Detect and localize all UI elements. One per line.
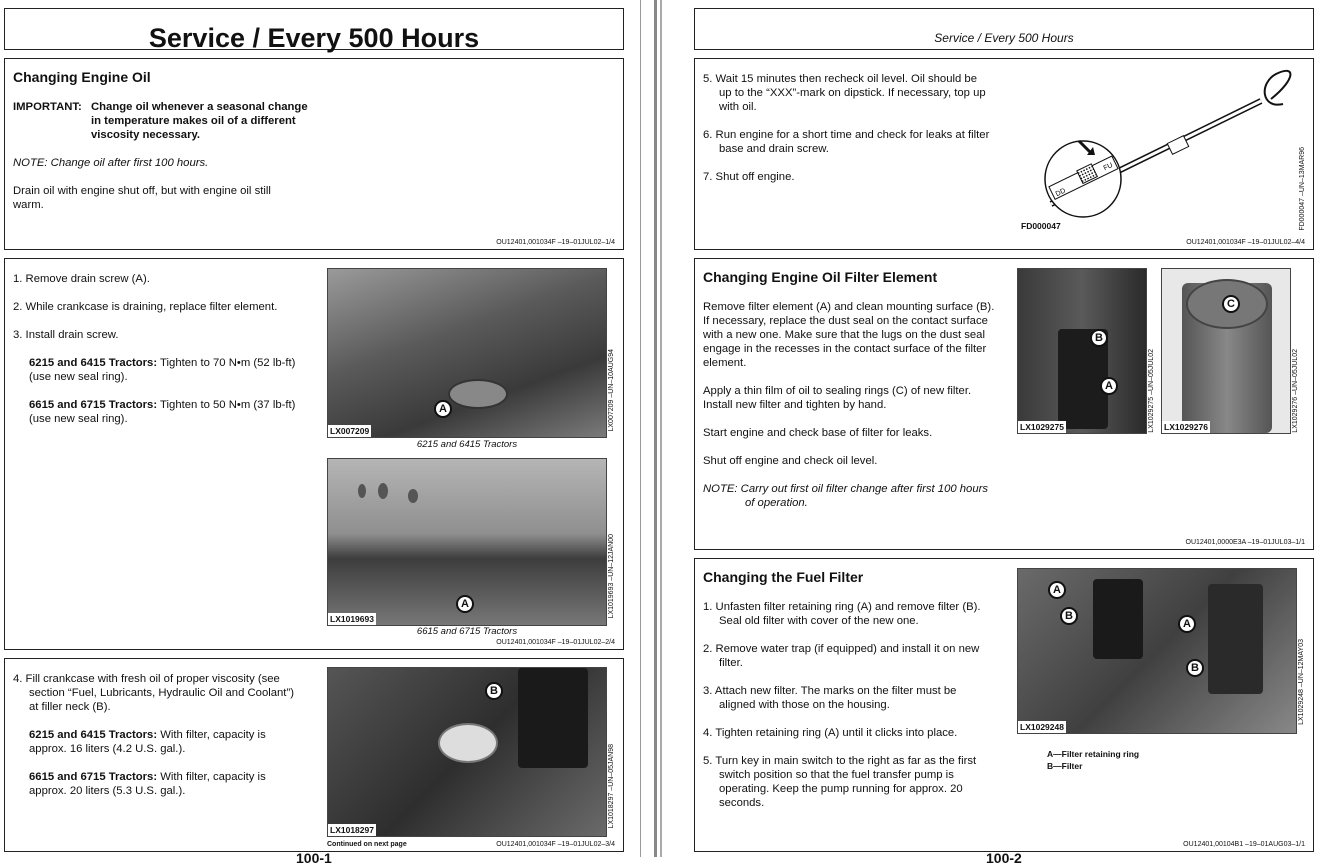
reference-code: OU12401,0000E3A –19–01JUL03–1/1 [1185, 539, 1305, 546]
drain-plug-shape [448, 379, 508, 409]
step-6-line2: base and drain screw. [719, 143, 829, 155]
section-heading: Changing the Fuel Filter [703, 569, 864, 585]
step-2-line1: 2. Remove water trap (if equipped) and install it on new [703, 643, 980, 655]
bolt-shape [408, 489, 418, 503]
photo-side-label: LX1019693 –UN–12JAN00 [608, 534, 615, 619]
capacity-1-rest: With filter, capacity is [157, 729, 266, 741]
recheck-oil-section [694, 58, 1314, 250]
fill-crankcase-section [4, 658, 624, 852]
photo-label: LX1029275 [1020, 422, 1064, 432]
capacity-2-line2: approx. 20 liters (5.3 U.S. gal.). [29, 785, 186, 797]
step-5-line3: operating. Keep the pump running for approx. 20 [719, 783, 963, 795]
drain-line-2: warm. [13, 199, 44, 211]
gutter-line [640, 0, 641, 857]
step-2-line2: filter. [719, 657, 743, 669]
page-header: Service / Every 500 Hours [934, 31, 1074, 45]
torque-spec-2-line2: (use new seal ring). [29, 413, 128, 425]
photo-side-label: LX1018297 –UN–05JAN98 [608, 744, 615, 829]
torque-spec-2 [29, 398, 295, 412]
note-line2: of operation. [745, 497, 808, 509]
step-2: 2. While crankcase is draining, replace filter element. [13, 301, 278, 313]
page-number: 100-1 [296, 850, 332, 866]
drain-line-1: Drain oil with engine shut off, but with engine oil still [13, 185, 271, 197]
page-title-box [4, 8, 624, 53]
para-1-line3: with a new one. Make sure that the lugs on the dust seal [703, 329, 985, 341]
step-3-line1: 3. Attach new filter. The marks on the filter must be [703, 685, 957, 697]
drain-screw-section [4, 258, 624, 650]
important-line-1: Change oil whenever a seasonal change [91, 101, 308, 113]
capacity-1-line2: approx. 16 liters (4.2 U.S. gal.). [29, 743, 186, 755]
step-5-line1: 5. Turn key in main switch to the right as far as the first [703, 755, 977, 767]
changing-engine-oil-section [4, 58, 624, 250]
para-1-line1: Remove filter element (A) and clean mounting surface (B). [703, 301, 995, 313]
note-line1: NOTE: Carry out first oil filter change after first 100 hours [703, 483, 989, 495]
step-5-line2: up to the “XXX”-mark on dipstick. If necessary, top up [719, 87, 986, 99]
photo-label: LX007209 [330, 426, 370, 436]
reference-code: OU12401,00104B1 –19–01AUG03–1/1 [1183, 841, 1305, 848]
torque-spec-1-lead: 6215 and 6415 Tractors: [29, 357, 158, 369]
continued-note: Continued on next page [327, 841, 407, 848]
callout-a: A [1178, 615, 1196, 633]
torque-spec-1-rest: Tighten to 70 N•m (52 lb-ft) [157, 357, 296, 369]
legend-b: B—Filter [1047, 761, 1083, 771]
fuel-filter-shape [1208, 584, 1263, 694]
oil-filter-photo-installed [1017, 268, 1147, 434]
callout-b: B [1060, 607, 1078, 625]
photo-label: LX1029248 [1020, 722, 1064, 732]
step-4: 4. Tighten retaining ring (A) until it clicks into place. [703, 727, 958, 739]
page-title: Service / Every 500 Hours [148, 23, 480, 53]
photo-side-label: LX1029276 –UN–05JUL02 [1292, 349, 1299, 433]
svg-text:FU: FU [1102, 161, 1114, 173]
capacity-1 [29, 728, 266, 742]
important-label: IMPORTANT: [13, 101, 82, 113]
capacity-1-lead: 6215 and 6415 Tractors: [29, 729, 158, 741]
filler-neck-photo [327, 667, 607, 837]
step-4-line3: at filler neck (B). [29, 701, 111, 713]
step-3-line2: aligned with those on the housing. [719, 699, 890, 711]
para-2-line2: Install new filter and tighten by hand. [703, 399, 887, 411]
drain-screw-photo-6615 [327, 458, 607, 626]
step-4-line1: 4. Fill crankcase with fresh oil of proper viscosity (see [13, 673, 280, 685]
capacity-2 [29, 770, 266, 784]
right-page [690, 0, 1320, 866]
step-6-line1: 6. Run engine for a short time and check for leaks at filter [703, 129, 990, 141]
reference-code: OU12401,001034F –19–01JUL02–3/4 [496, 841, 615, 848]
filler-cap-shape [438, 723, 498, 763]
dipstick-diagram [1021, 69, 1293, 219]
para-2-line1: Apply a thin film of oil to sealing rings (C) of new filter. [703, 385, 972, 397]
torque-spec-2-rest: Tighten to 50 N•m (37 lb-ft) [157, 399, 296, 411]
photo-label: LX1018297 [330, 825, 374, 835]
torque-spec-1 [29, 356, 295, 370]
torque-spec-2-lead: 6615 and 6715 Tractors: [29, 399, 158, 411]
filter-canister-shape [518, 668, 588, 768]
callout-a: A [1048, 581, 1066, 599]
svg-text:DD: DD [1054, 187, 1067, 199]
page-gutter [640, 0, 690, 857]
page-header-box [694, 8, 1314, 50]
page-number: 100-2 [986, 850, 1022, 866]
photo-label: LX1019693 [330, 614, 374, 624]
step-5-line3: with oil. [719, 101, 757, 113]
callout-b: B [485, 682, 503, 700]
section-heading: Changing Engine Oil [13, 69, 151, 85]
oil-filter-section [694, 258, 1314, 550]
step-1-line2: Seal old filter with cover of the new one. [719, 615, 919, 627]
oil-filter-photo-new [1161, 268, 1291, 434]
photo-side-label: LX1029248 –UN–12MAY03 [1298, 639, 1305, 725]
figure-side-label: FD000047 –UN–13MAR96 [1299, 147, 1306, 231]
important-line-3: viscosity necessary. [91, 129, 201, 141]
step-5-line2: switch position so that the fuel transfer pump is [719, 769, 954, 781]
section-heading: Changing Engine Oil Filter Element [703, 269, 938, 285]
bolt-shape [358, 484, 366, 498]
fuel-filter-shape [1093, 579, 1143, 659]
gutter-line [654, 0, 657, 857]
photo-side-label: LX007209 –UN–10AUG94 [608, 349, 615, 432]
step-1: 1. Remove drain screw (A). [13, 273, 150, 285]
step-7: 7. Shut off engine. [703, 171, 795, 183]
para-4: Shut off engine and check oil level. [703, 455, 878, 467]
gutter-line [660, 0, 662, 857]
reference-code: OU12401,001034F –19–01JUL02–1/4 [496, 239, 615, 246]
step-4-line2: section “Fuel, Lubricants, Hydraulic Oil and Coolant”) [29, 687, 294, 699]
bolt-shape [378, 483, 388, 499]
important-line-2: in temperature makes oil of a different [91, 115, 296, 127]
capacity-2-rest: With filter, capacity is [157, 771, 266, 783]
note: NOTE: Change oil after first 100 hours. [13, 157, 209, 169]
reference-code: OU12401,001034F –19–01JUL02–2/4 [496, 639, 615, 646]
left-page [0, 0, 628, 866]
photo-side-label: LX1029275 –UN–05JUL02 [1148, 349, 1155, 433]
fuel-filter-photo [1017, 568, 1297, 734]
callout-a: A [456, 595, 474, 613]
para-1-line4: engage in the recesses in the contact surface of the filter [703, 343, 987, 355]
para-1-line2: If necessary, replace the dust seal on the contact surface [703, 315, 988, 327]
callout-b: B [1090, 329, 1108, 347]
step-5-line4: seconds. [719, 797, 765, 809]
photo-caption: 6615 and 6715 Tractors [416, 626, 518, 637]
drain-screw-photo-6215 [327, 268, 607, 438]
figure-label: FD000047 [1021, 221, 1061, 231]
callout-c: C [1222, 295, 1240, 313]
photo-caption: 6215 and 6415 Tractors [416, 439, 518, 450]
legend-a: A—Filter retaining ring [1047, 749, 1140, 759]
para-1-line5: element. [703, 357, 747, 369]
step-3: 3. Install drain screw. [13, 329, 119, 341]
photo-label: LX1029276 [1164, 422, 1208, 432]
para-3: Start engine and check base of filter for leaks. [703, 427, 933, 439]
step-1-line1: 1. Unfasten filter retaining ring (A) and remove filter (B). [703, 601, 981, 613]
step-5-line1: 5. Wait 15 minutes then recheck oil level. Oil should be [703, 73, 977, 85]
reference-code: OU12401,001034F –19–01JUL02–4/4 [1186, 239, 1305, 246]
torque-spec-1-line2: (use new seal ring). [29, 371, 128, 383]
capacity-2-lead: 6615 and 6715 Tractors: [29, 771, 158, 783]
callout-a: A [1100, 377, 1118, 395]
fuel-filter-section [694, 558, 1314, 852]
callout-b: B [1186, 659, 1204, 677]
callout-a: A [434, 400, 452, 418]
